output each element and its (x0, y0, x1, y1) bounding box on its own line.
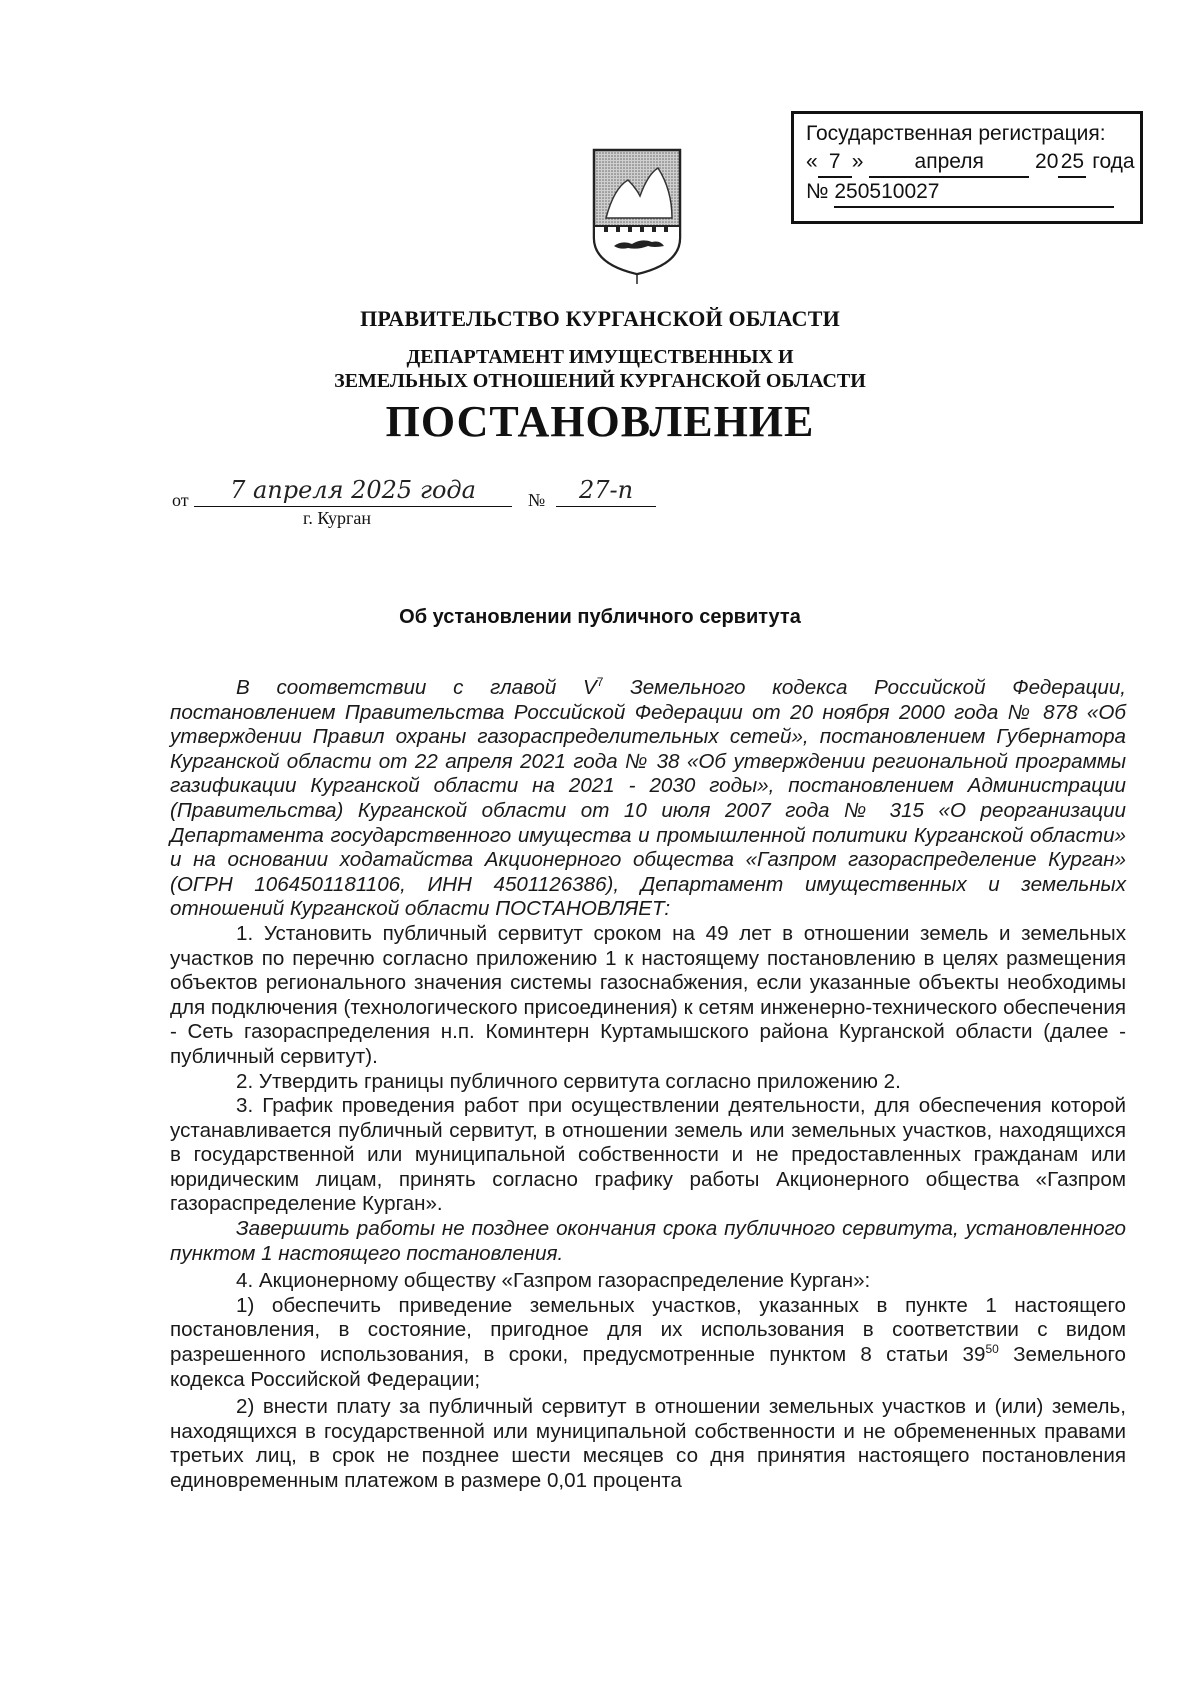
registration-title: Государственная регистрация: (806, 122, 1106, 145)
superscript: 50 (985, 1342, 999, 1357)
registration-date: « 7 » апреля 20 25 года (806, 148, 1130, 178)
registration-number: 250510027 (834, 178, 1114, 208)
registration-number-label: № (806, 180, 829, 203)
document-type-heading: ПОСТАНОВЛЕНИЕ (385, 397, 815, 446)
paragraph-item-3: 3. График проведения работ при осуществлении деятельности, для обеспечения которой устанавливается публичный сервитут, в отношении земель или земельных участков, находящихся в государственной или муниципальной собственности и не предоставленных гражданам или юридическим лицам, принять согласно графику работы Акционерного общества «Газпром газораспределение Курган». (170, 1094, 1126, 1216)
paragraph-item-1: 1. Установить публичный сервитут сроком на 49 лет в отношении земель и земельных участков по перечню согласно приложению 1 к настоящему постановлению в целях размещения объектов регионального значения системы газоснабжения, если указанные объекты необходимы для подключения (технологического присоединения) к сетям инженерно-технического обеспечения - Сеть газораспределения н.п. Коминтерн Куртамышского района Курганской области (далее - публичный сервитут). (170, 921, 1126, 1068)
document-date: 7 апреля 2025 года (194, 476, 512, 507)
paragraph-subitem-1: 1) обеспечить приведение земельных участков, указанных в пункте 1 настоящего постановления, в состояние, пригодное для их использования в соответствии с видом разрешенного использования, в сроки, предусмотренные пунктом 8 статьи $39^{50}$ Земельного кодекса Российской Федерации; (170, 1293, 1127, 1391)
department-name-line2: ЗЕМЕЛЬНЫХ ОТНОШЕНИЙ КУРГАНСКОЙ ОБЛАСТИ (334, 370, 866, 392)
government-name: ПРАВИТЕЛЬСТВО КУРГАНСКОЙ ОБЛАСТИ (360, 306, 840, 331)
document-title: Об установлении публичного сервитута (399, 606, 801, 628)
registration-month: апреля (869, 148, 1029, 178)
document-body (170, 676, 1126, 1494)
date-from-label: от (172, 490, 189, 510)
document-number: 27-п (556, 476, 656, 507)
superscript: 7 (596, 675, 604, 689)
registration-year-word: года (1092, 150, 1135, 173)
registration-day: 7 (818, 148, 852, 178)
department-name (0, 345, 1200, 393)
coat-of-arms-icon (590, 146, 684, 286)
document-city: г. Курган (303, 508, 372, 528)
paragraph-completion: Завершить работы не позднее окончания срока публичного сервитута, установленного пунктом 1 настоящего постановления. (170, 1217, 1126, 1265)
registration-stamp (791, 111, 1143, 224)
document-number-label: № (528, 490, 546, 510)
department-name-line1: ДЕПАРТАМЕНТ ИМУЩЕСТВЕННЫХ И (406, 346, 794, 368)
registration-year-prefix: 20 (1035, 150, 1059, 173)
registration-number-line (806, 178, 1130, 208)
paragraph-subitem-2: 2) внести плату за публичный сервитут в отношении земельных участков и (или) земель, находящихся в государственной или муниципальной собственности и не обремененных правами третьих лиц, в срок не позднее шести месяцев со дня принятия настоящего постановления единовременным платежом в размере 0,01 процента (170, 1395, 1126, 1492)
paragraph-item-2: 2. Утвердить границы публичного сервитута согласно приложению 2. (236, 1069, 901, 1093)
paragraph-preamble: В соответствии с главой $V^7$ Земельного кодекса Российской Федерации, постановлением Правительства Российской Федерации от 20 ноября 2000 года № 878 «Об утверждении Правил охраны газораспределительных сетей», постановлением Губернатора Курганской области от 22 апреля 2021 года № 38 «Об утверждении региональной программы газификации Курганской области на 2021 - 2030 годы», постановлением Администрации (Правительства) Курганской области от 10 июля 2007 года № 315 «О реорганизации Департамента государственного имущества и промышленной политики Курганской области» и на основании ходатайства Акционерного общества «Газпром газораспределение Курган» (ОГРН 1064501181106, ИНН 4501126386), Департамент имущественных и земельных отношений Курганской области ПОСТАНОВЛЯЕТ: (170, 675, 1127, 921)
paragraph-item-4: 4. Акционерному обществу «Газпром газораспределение Курган»: (236, 1269, 871, 1293)
registration-year-suffix: 25 (1058, 148, 1086, 178)
